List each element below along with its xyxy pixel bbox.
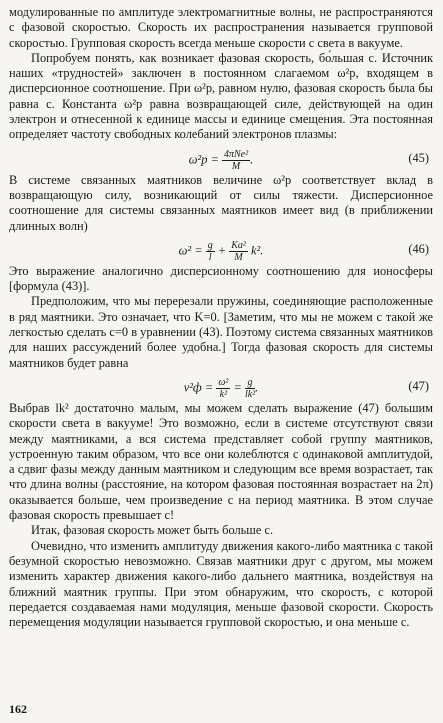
fraction-denominator: M [234, 251, 243, 263]
equation-operator: = [230, 380, 245, 395]
equation-operator: + [214, 243, 230, 258]
paragraph: Предположим, что мы перерезали пружины, соединяющие расположенные в ряд маятники. Это означает, что K=0. [Заметим, что мы не можем с такой же легкостью сделать c=0 в уравнении (43). Поэтому система связанных маятников для наших рассуждений более удобна.] Тогда фазовая скорость для системы маятников будет равна [9, 294, 433, 370]
equation-number: (47) [408, 378, 429, 393]
equation-47 [9, 371, 433, 401]
paragraph: модулированные по амплитуде электромагнитные волны, не распространяются с фазовой скоростью. Скорость их распространения называется групповой скоростью. Групповая скорость всегда меньше скорости c света в вакууме. [9, 5, 433, 50]
equation-lhs: ω² = [178, 243, 203, 258]
equation-number: (45) [408, 150, 429, 165]
fraction-numerator: g [245, 377, 255, 389]
equation-lhs: ω²p = [188, 152, 219, 167]
equation-45 [9, 143, 433, 173]
page-number: 162 [9, 702, 27, 716]
fraction-denominator: k² [219, 388, 228, 400]
paragraph: Выбрав lk² достаточно малым, мы можем сделать выражение (47) большим скорости света в вакууме! Это возможно, если в системе отсутствуют связи между маятниками, а вся система представляет собой группу маятников, устроенную таким образом, что все они колеблются с одинаковой амплитудой, а сдвиг фазы между данным маятником и следующим все время возрастает, так что длина волны (расстояние, на котором фазовая постоянная возрастает на 2π) оказывается больше, чем произведение c на период маятника. В этом случае фазовая скорость превышает c! [9, 400, 433, 523]
paragraph: Это выражение аналогично дисперсионному соотношению для ионосферы [формула (43)]. [9, 263, 433, 294]
equation-number: (46) [408, 241, 429, 256]
paragraph: В системе связанных маятников величине ω²p соответствует вклад в возвращающую силу, возникающий от силы тяжести. Дисперсионное соотношение для системы связанных маятников имеет вид (в приближении длинных волн) [9, 172, 433, 233]
fraction-numerator: Ka² [231, 239, 246, 251]
fraction-denominator: M [231, 160, 241, 172]
body-text [9, 5, 433, 630]
fraction-numerator: 4πNe² [224, 148, 249, 160]
equation-tail: . [255, 380, 259, 395]
fraction-numerator: g [207, 239, 213, 251]
equation-lhs: v²ф = [183, 380, 214, 395]
equation-46 [9, 234, 433, 264]
paragraph: Очевидно, что изменить амплитуду движения какого-либо маятника с такой безумной скоростью невозможно. Связав маятники друг с другом, мы можем изменить характер движения какого-либо дальнего маятника, воздействуя на ближний маятник группы. При этом обнаружим, что скорость, с которой передается создаваемая нами модуляция, меньше фазовой скорости. Скорость перемещения модуляции называется групповой скоростью, и она меньше c. [9, 538, 433, 630]
equation-tail: . [250, 152, 254, 167]
fraction-denominator: lk² [244, 388, 256, 400]
fraction-denominator: l [208, 251, 212, 263]
fraction-numerator: ω² [218, 376, 229, 388]
paragraph: Попробуем понять, как возникает фазовая скорость, бо́льшая c. Источник наших «трудностей» заключен в постоянном слагаемом ω²p, входящем в дисперсионное соотношение. При ω²p, равном нулю, фазовая скорость была бы равна c. Константа ω²p равна возвращающей силе, действующей на один электрон и отнесенной к единице массы и единице смещения. Эта постоянная определяет частоту свободных колебаний электронов плазмы: [9, 50, 433, 142]
paragraph: Итак, фазовая скорость может быть больше c. [31, 523, 274, 538]
equation-tail: k². [247, 243, 264, 258]
